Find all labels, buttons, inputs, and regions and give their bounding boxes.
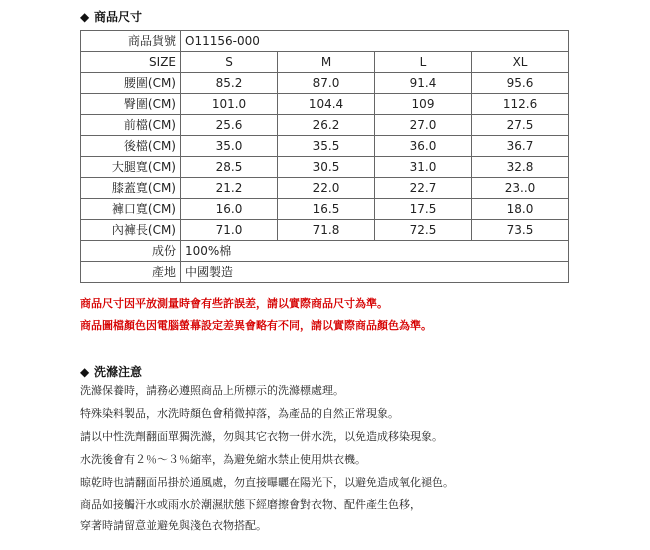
measurement-value: 71.8	[278, 220, 375, 241]
measurement-value: 27.0	[375, 115, 472, 136]
size-measurement-notice: 商品尺寸因平放測量時會有些許誤差，請以實際商品尺寸為準。	[80, 297, 388, 310]
wash-note: 洗滌保養時，請務必遵照商品上所標示的洗滌標處理。	[80, 384, 344, 397]
wash-note: 晾乾時也請翻面吊掛於通風處，勿直接曝曬在陽光下，以避免造成氧化褪色。	[80, 476, 454, 489]
measurement-label: 後檔(CM)	[81, 136, 181, 157]
measurement-row-inseam	[81, 220, 569, 241]
measurement-value: 35.5	[278, 136, 375, 157]
measurement-value: 22.7	[375, 178, 472, 199]
measurement-row-thigh	[81, 157, 569, 178]
size-l-header: L	[375, 52, 472, 73]
diamond-bullet-icon: ◆	[80, 10, 90, 24]
wash-note: 水洗後會有２％～３％縮率，為避免縮水禁止使用烘衣機。	[80, 453, 366, 466]
origin-row	[81, 262, 569, 283]
measurement-value: 31.0	[375, 157, 472, 178]
size-header-row	[81, 52, 569, 73]
measurement-value: 21.2	[181, 178, 278, 199]
measurement-value: 91.4	[375, 73, 472, 94]
measurement-value: 104.4	[278, 94, 375, 115]
diamond-bullet-icon: ◆	[80, 365, 90, 379]
measurement-row-back-rise	[81, 136, 569, 157]
measurement-value: 22.0	[278, 178, 375, 199]
color-difference-notice: 商品圖檔顏色因電腦螢幕設定差異會略有不同，請以實際商品顏色為準。	[80, 319, 432, 332]
product-code-value: O11156-000	[181, 31, 569, 52]
measurement-value: 71.0	[181, 220, 278, 241]
product-code-label: 商品貨號	[81, 31, 181, 52]
measurement-row-waist	[81, 73, 569, 94]
measurement-value: 23..0	[472, 178, 569, 199]
measurement-value: 109	[375, 94, 472, 115]
measurement-value: 16.0	[181, 199, 278, 220]
size-s-header: S	[181, 52, 278, 73]
wash-section-heading	[80, 364, 142, 380]
measurement-row-hem	[81, 199, 569, 220]
measurement-value: 25.6	[181, 115, 278, 136]
measurement-value: 26.2	[278, 115, 375, 136]
wash-note: 商品如接觸汗水或雨水於潮濕狀態下經磨擦會對衣物、配件產生色移，	[80, 498, 421, 511]
measurement-label: 腰圍(CM)	[81, 73, 181, 94]
material-label: 成份	[81, 241, 181, 262]
measurement-value: 18.0	[472, 199, 569, 220]
measurement-value: 30.5	[278, 157, 375, 178]
measurement-label: 褲口寬(CM)	[81, 199, 181, 220]
origin-value: 中國製造	[181, 262, 569, 283]
measurement-row-front-rise	[81, 115, 569, 136]
measurement-value: 85.2	[181, 73, 278, 94]
product-code-row	[81, 31, 569, 52]
measurement-label: 臀圍(CM)	[81, 94, 181, 115]
measurement-label: 膝蓋寬(CM)	[81, 178, 181, 199]
measurement-row-hip	[81, 94, 569, 115]
size-xl-header: XL	[472, 52, 569, 73]
measurement-value: 72.5	[375, 220, 472, 241]
size-m-header: M	[278, 52, 375, 73]
measurement-label: 內褲長(CM)	[81, 220, 181, 241]
measurement-label: 前檔(CM)	[81, 115, 181, 136]
measurement-value: 17.5	[375, 199, 472, 220]
measurement-value: 32.8	[472, 157, 569, 178]
measurement-value: 112.6	[472, 94, 569, 115]
size-header-label: SIZE	[81, 52, 181, 73]
measurement-value: 101.0	[181, 94, 278, 115]
measurement-value: 27.5	[472, 115, 569, 136]
measurement-value: 87.0	[278, 73, 375, 94]
measurement-value: 36.7	[472, 136, 569, 157]
measurement-value: 28.5	[181, 157, 278, 178]
measurement-value: 16.5	[278, 199, 375, 220]
measurement-label: 大腿寬(CM)	[81, 157, 181, 178]
size-section-title: 商品尺寸	[94, 10, 143, 24]
size-table	[80, 30, 569, 283]
material-row	[81, 241, 569, 262]
wash-note: 穿著時請留意並避免與淺色衣物搭配。	[80, 519, 267, 532]
material-value: 100%棉	[181, 241, 569, 262]
wash-section-title: 洗滌注意	[94, 365, 143, 379]
measurement-row-knee	[81, 178, 569, 199]
origin-label: 產地	[81, 262, 181, 283]
measurement-value: 36.0	[375, 136, 472, 157]
measurement-value: 35.0	[181, 136, 278, 157]
measurement-value: 73.5	[472, 220, 569, 241]
wash-note: 請以中性洗劑翻面單獨洗滌，勿與其它衣物一併水洗，以免造成移染現象。	[80, 430, 443, 443]
size-section-heading	[80, 9, 142, 25]
measurement-value: 95.6	[472, 73, 569, 94]
wash-note: 特殊染料製品，水洗時顏色會稍微掉落，為產品的自然正常現象。	[80, 407, 399, 420]
